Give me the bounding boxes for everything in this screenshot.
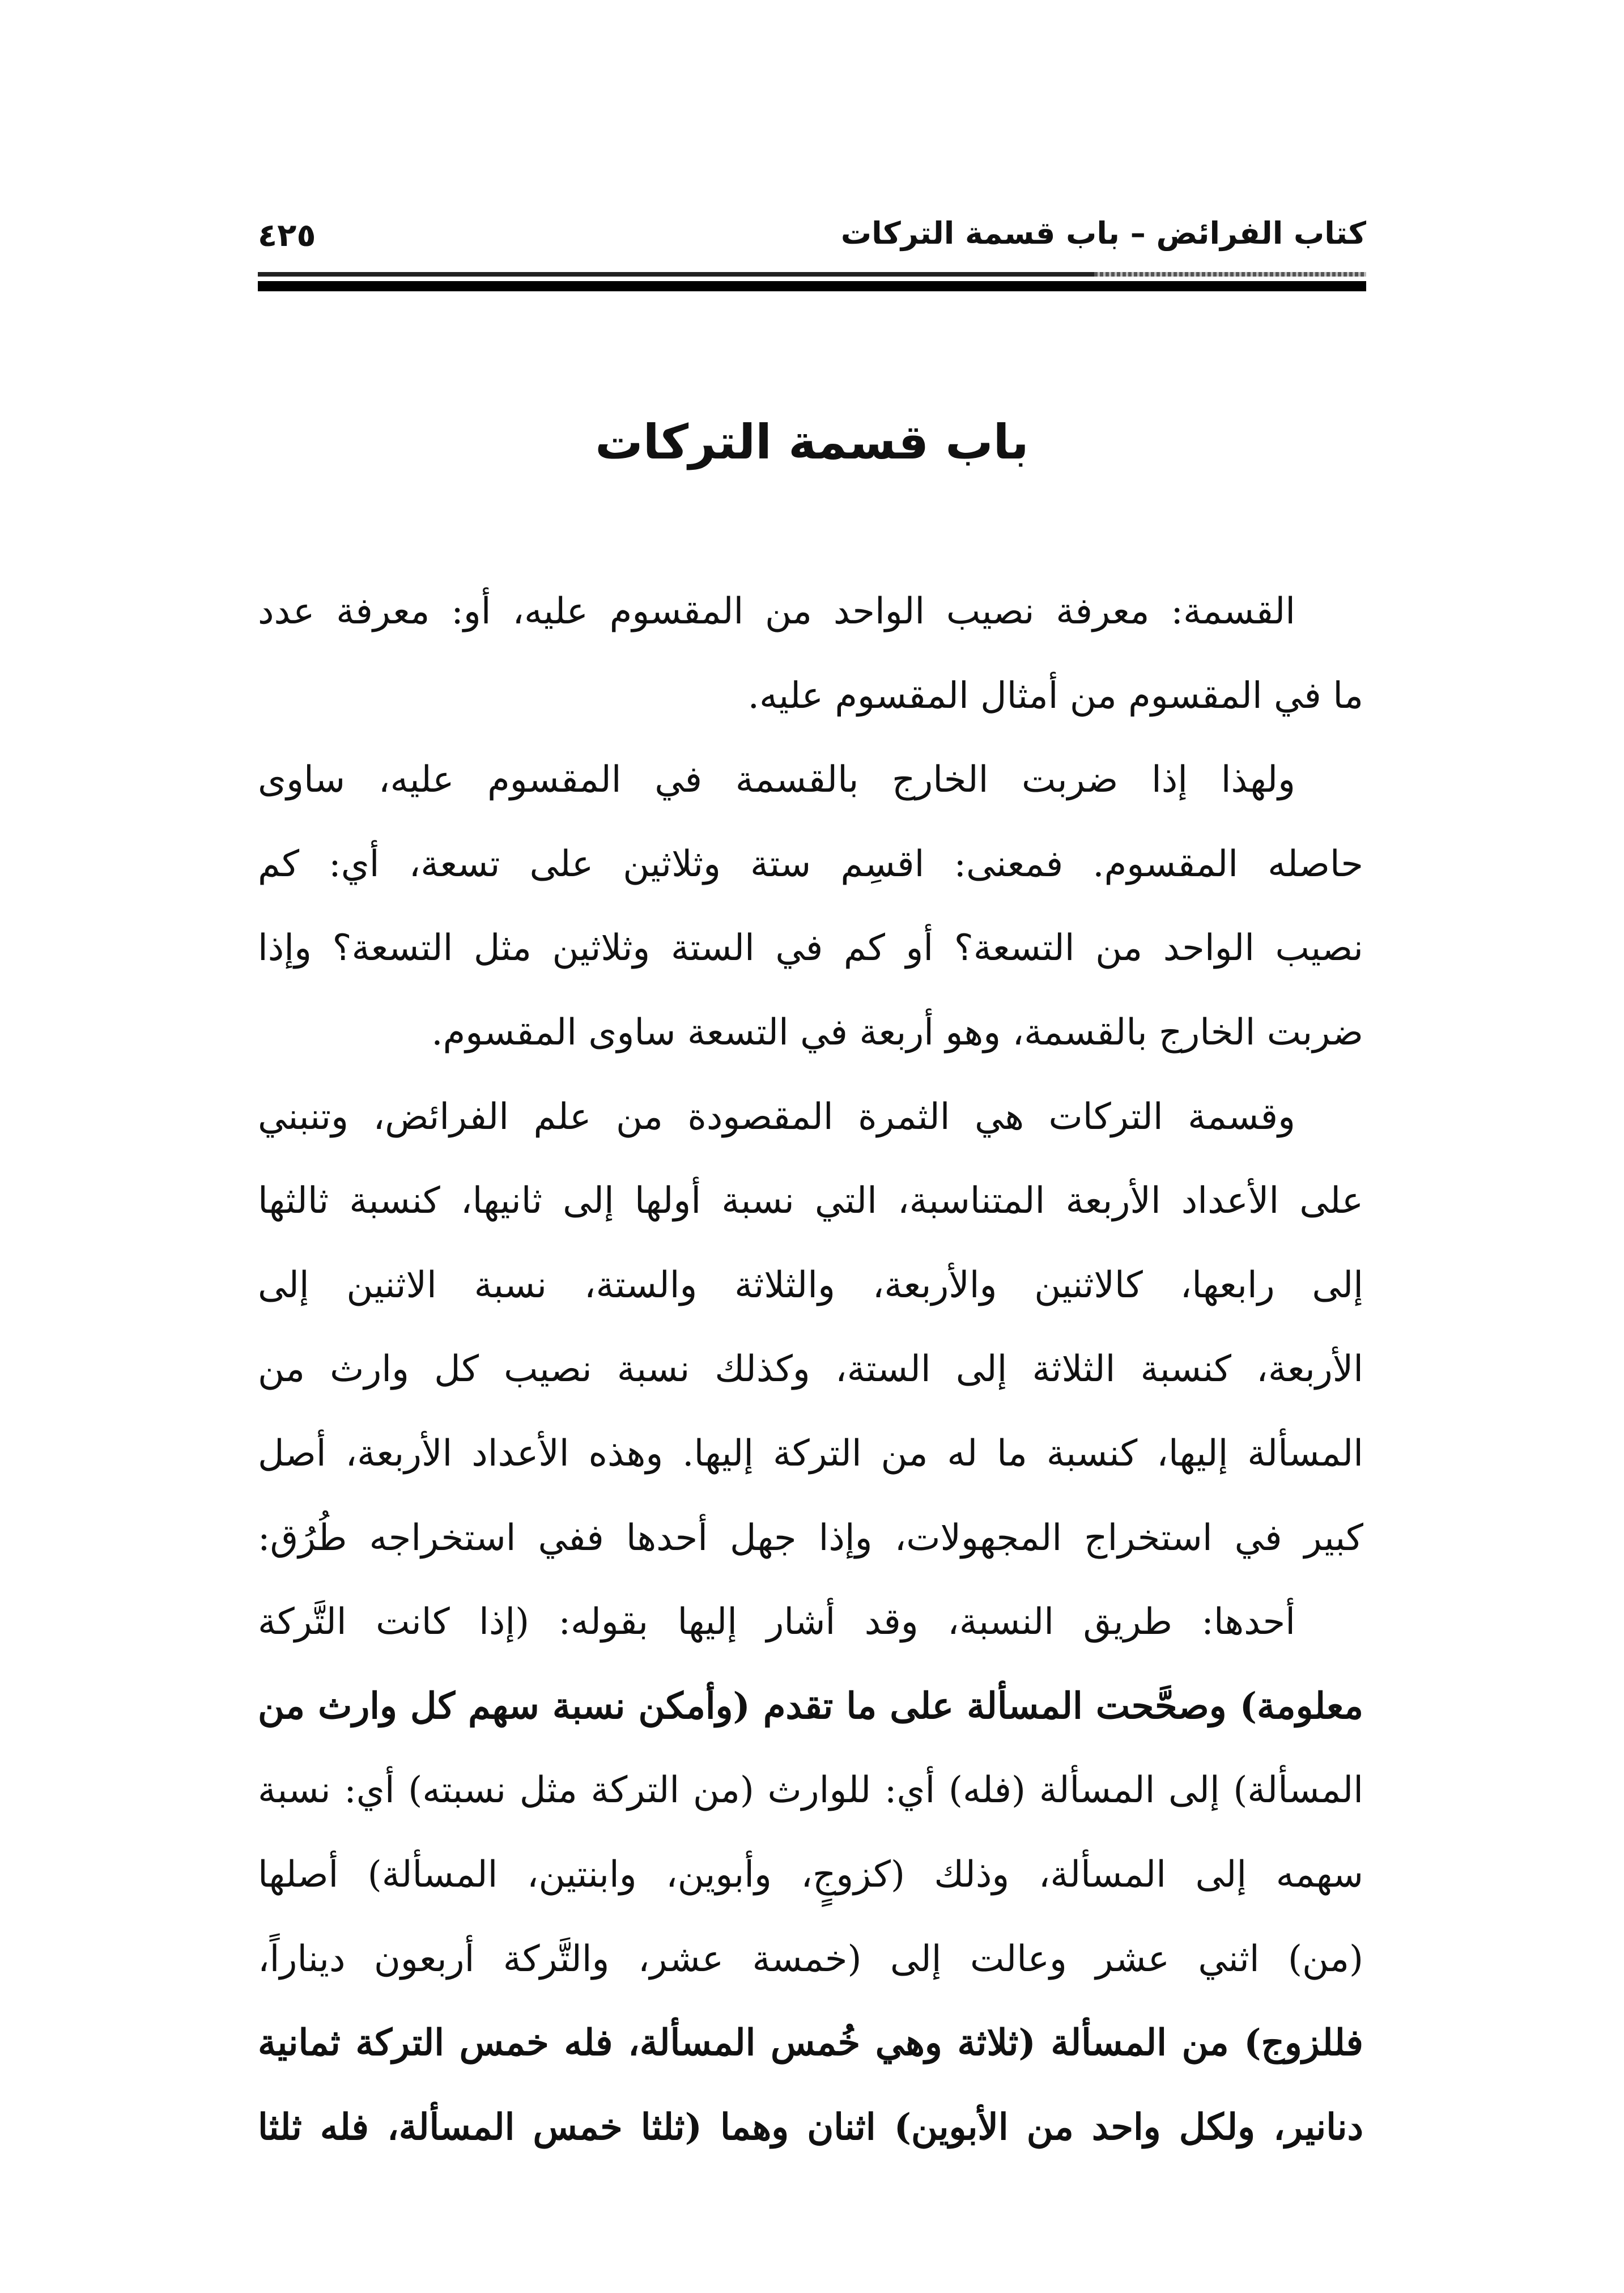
running-header: [258, 211, 1366, 262]
text-line-17: (من) اثني عشر وعالت إلى (خمسة عشر، والتَّركة أربعون ديناراً،: [258, 1938, 1363, 1980]
page-number: ٤٢٥: [258, 217, 316, 254]
text-line-2: ما في المقسوم من أمثال المقسوم عليه.: [747, 674, 1363, 717]
text-line-6: ضربت الخارج بالقسمة، وهو أربعة في التسعة ساوى المقسوم.: [431, 1011, 1363, 1054]
text-line-15: المسألة) إلى المسألة (فله) أي: للوارث (من التركة مثل نسبته) أي: نسبة: [258, 1769, 1363, 1812]
text-line-5: نصيب الواحد من التسعة؟ أو كم في الستة وثلاثين مثل التسعة؟ وإذا: [258, 927, 1363, 970]
text-line-11: المسألة إليها، كنسبة ما له من التركة إليها. وهذه الأعداد الأربعة، أصل: [258, 1432, 1363, 1475]
running-header-title: كتاب الفرائض – باب قسمة التركات: [840, 215, 1366, 251]
text-line-19: دنانير، ولكل واحد من الأبوين) اثنان وهما (ثلثا خمس المسألة، فله ثلثا: [258, 2105, 1363, 2148]
text-line-16: سهمه إلى المسألة، وذلك (كزوجٍ، وأبوين، وابنتين، المسألة) أصلها: [258, 1853, 1363, 1896]
text-line-7: وقسمة التركات هي الثمرة المقصودة من علم الفرائض، وتنبني: [258, 1095, 1295, 1138]
text-line-14: معلومة) وصحَّحت المسألة على ما تقدم (وأمكن نسبة سهم كل وارث من: [258, 1684, 1363, 1727]
text-line-18: فللزوج) من المسألة (ثلاثة وهي خُمس المسألة، فله خمس التركة ثمانية: [258, 2022, 1363, 2065]
body-text: [258, 570, 1363, 2169]
header-rule-texture: [1094, 272, 1366, 277]
text-line-12: كبير في استخراج المجهولات، وإذا جهل أحدها ففي استخراجه طُرُق:: [258, 1517, 1363, 1559]
text-line-8: على الأعداد الأربعة المتناسبة، التي نسبة أولها إلى ثانيها، كنسبة ثالثها: [258, 1180, 1363, 1222]
text-line-4: حاصله المقسوم. فمعنى: اقسِم ستة وثلاثين على تسعة، أي: كم: [258, 843, 1363, 885]
header-rule-thick: [258, 281, 1366, 291]
text-line-1: القسمة: معرفة نصيب الواحد من المقسوم عليه، أو: معرفة عدد: [258, 591, 1295, 632]
text-line-13: أحدها: طريق النسبة، وقد أشار إليها بقوله: (إذا كانت التَّركة: [258, 1601, 1295, 1644]
chapter-title: باب قسمة التركات: [595, 414, 1029, 470]
text-line-3: ولهذا إذا ضربت الخارج بالقسمة في المقسوم عليه، ساوى: [258, 759, 1295, 801]
text-line-10: الأربعة، كنسبة الثلاثة إلى الستة، وكذلك نسبة نصيب كل وارث من: [258, 1348, 1363, 1391]
text-line-9: إلى رابعها، كالاثنين والأربعة، والثلاثة والستة، نسبة الاثنين إلى: [258, 1264, 1363, 1306]
